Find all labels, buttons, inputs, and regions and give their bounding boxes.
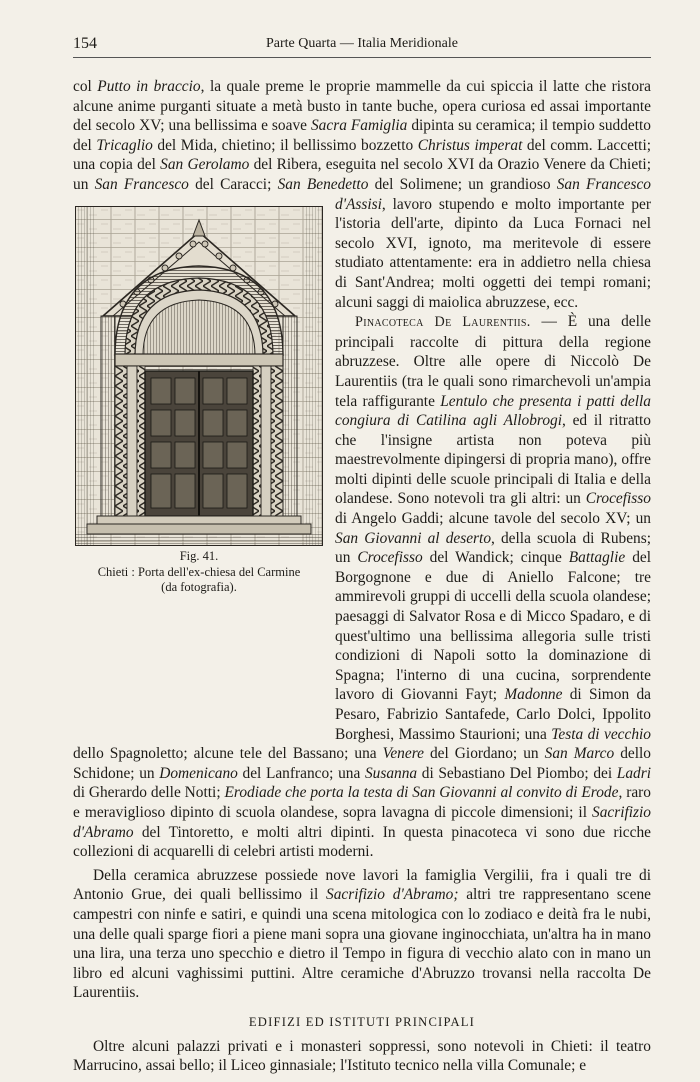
running-title: Parte Quarta — Italia Meridionale bbox=[265, 36, 459, 51]
figure-caption-line1: Chieti : Porta dell'ex-chiesa del Carmine bbox=[97, 564, 301, 579]
figure-label: Fig. 41. bbox=[179, 549, 219, 563]
section-heading: EDIFIZI ED ISTITUTI PRINCIPALI bbox=[248, 1014, 476, 1029]
section-name-pinacoteca: Pinacoteca De Laurentiis. bbox=[355, 314, 531, 331]
figure-space bbox=[73, 198, 325, 730]
paragraph-pinacoteca: Pinacoteca De Laurentiis. — È una delle principali raccolte di pittura della regione abruzzese. Oltre alle opere di Niccolò De Laurentiis (tra le quali sono rimarchevoli un'ampia tela raffigurante Lentulo che presenta i patti della congiura di Catilina agli Allobrogi, ed il ritratto che l'insigne artista non poteva più maestrevolmente dipingersi di propria mano), offre molti dipinti delle scuole principali di Italia e della olandese. Sono notevoli tra gli altri: un Crocefisso di Angelo Gaddi; alcune tavole del secolo XV; un San Giovanni al deserto, della scuola di Rubens; un Crocefisso del Wandick; cinque Battaglie del Borgognone e due di Aniello Falcone; tre ammirevoli gruppi di uccelli della scuola olandese; paesaggi di Salvator Rosa e di Micco Spadaro, e di quest'ultimo una bellissima allegoria sulle tristi condizioni di Napoli sotto la dominazione di Spagna; l'interno di una cucina, sorprendente lavoro di Giovanni Fayt; Madonne di Simon da Pesaro, Fabrizio Santafede, Carlo Dolci, Ippolito Borghesi, Massimo Staurioni; una Testa di vecchio dello Spagnoletto; alcune tele del Bassano; una Venere del Giordano; un San Marco dello Schidone; un Domenicano del Lanfranco; una Susanna di Sebastiano Del Piombo; dei Ladri di Gherardo delle Notti; Erodiade che porta la testa di San Giovanni al convito di Erode, raro e meraviglioso dipinto di scuola olandese, sopra lavagna di piccole dimensioni; il Sacrifizio d'Abramo del Tintoretto, e molti altri dipinti. In questa pinacoteca vi sono due ricche collezioni di acquarelli di celebri artisti moderni. bbox=[73, 313, 652, 861]
figure-caption-line2: (da fotografia). bbox=[161, 580, 237, 594]
page-number: 154 bbox=[73, 35, 97, 52]
paragraph-collections: col Putto in braccio, la quale preme le proprie mammelle da cui spiccia il latte che ristora alcune anime purganti situate a metà busto in tante buche, opera curiosa ed assai importante del secolo XV; una bellissima e soave Sacra Famiglia dipinta su ceramica; il tempio suddetto del Tricaglio del Mida, chietino; il bellissimo bozzetto Christus imperat del comm. Laccetti; una copia del San Gerolamo del Ribera, eseguita nel secolo XVI da Orazio Venere da Chieti; un San Francesco del Caracci; San Benedetto del Solimene; un grandioso San Francesco d'Assisi, lavoro stupendo e molto importante per l'istoria dell'arte, dipinto da Luca Fornaci nel secolo XVI, ignoto, ma meritevole di essere studiato attentamente: era in addietro nella chiesa di Sant'Andrea; molti oggetti dei tempi romani; alcuni saggi di maiolica abruzzese, ecc. bbox=[73, 78, 651, 311]
running-header bbox=[73, 33, 651, 58]
paragraph-ceramica: Della ceramica abruzzese possiede nove lavori la famiglia Vergilii, fra i quali tre di Antonio Grue, dei quali bellissimo il Sacrifizio d'Abramo; altri tre rappresentano scene campestri con ninfe e satiri, e quindi una scena mitologica con lo zodiaco e deità fra le nubi, una delle quali sparge fiori a piene mani sopra una giovane inginocchiata, un'altra ha in mano una lira, una terza uno specchio e dietro il Tempo in figura di vecchio alato con in mano un libro ed alcuni vaghissimi puttini. Altre ceramiche d'Abruzzo trovansi nella raccolta De Laurentiis. bbox=[73, 866, 651, 1002]
main-text bbox=[73, 77, 651, 1076]
paragraph-edifizi: Oltre alcuni palazzi privati e i monasteri soppressi, sono notevoli in Chieti: il teatro Marrucino, assai bello; il Liceo ginnasiale; l'Istituto tecnico nella villa Comunale; e bbox=[73, 1037, 651, 1075]
